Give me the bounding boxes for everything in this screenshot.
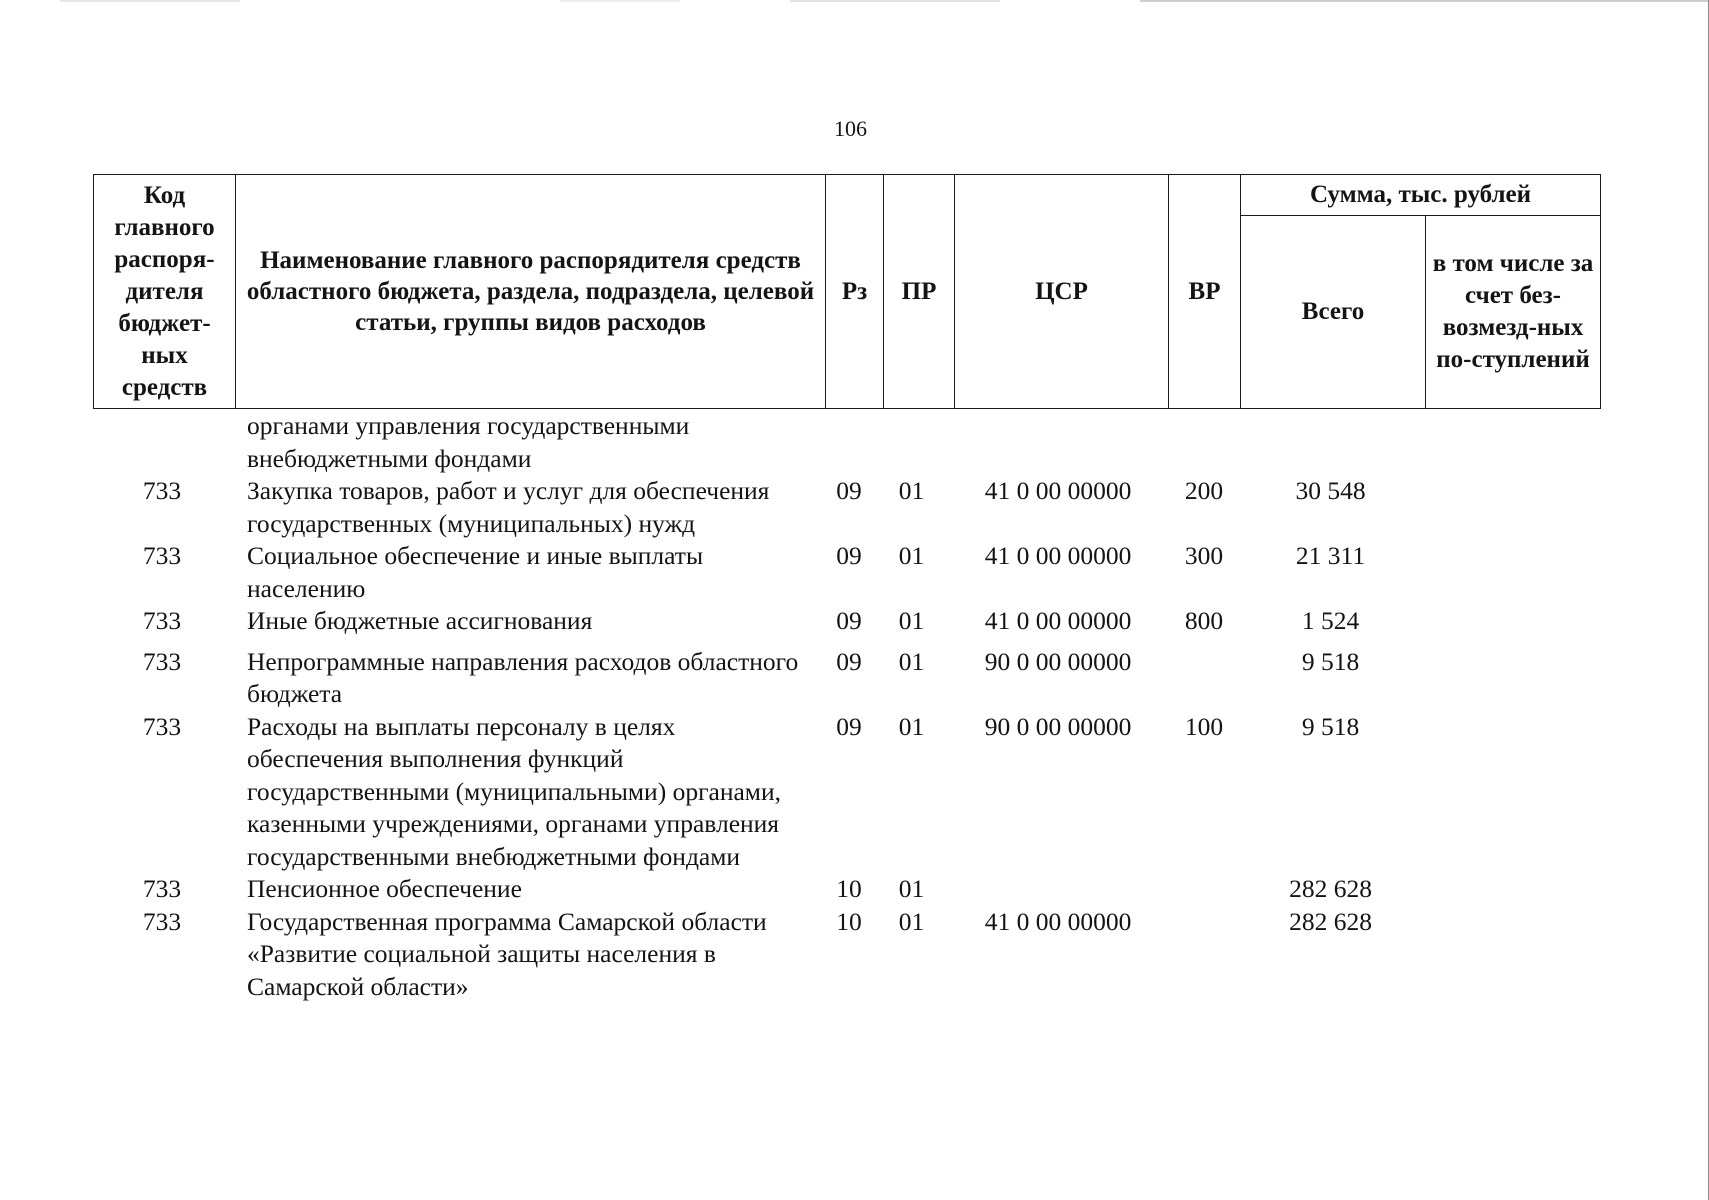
table-row: [93, 873, 1600, 906]
table-row: [93, 605, 1600, 638]
row-total: 1 524: [1301, 606, 1360, 635]
table-row: [93, 711, 1600, 874]
header-vr: ВР: [1169, 175, 1241, 409]
row-free: [1425, 605, 1600, 638]
row-rz: 10: [836, 874, 862, 903]
row-rz: 09: [836, 541, 862, 570]
row-pr: [883, 410, 954, 475]
row-rz: 09: [836, 476, 862, 505]
row-free: [1425, 873, 1600, 906]
row-rz: 09: [836, 606, 862, 635]
row-csr: 90 0 00 00000: [984, 711, 1132, 741]
scan-artifact-line: [790, 0, 1000, 2]
row-name: Расходы на выплаты персоналу в целях обеспечения выполнения функций государственными (муниципальными) органами, казенными учреждениями, органами управления государственными внебюджетными фондами: [247, 711, 781, 871]
row-name: органами управления государственными внебюджетными фондами: [247, 411, 690, 473]
scan-artifact-line: [560, 0, 680, 2]
header-total: Всего: [1241, 216, 1426, 409]
row-name: Закупка товаров, работ и услуг для обеспечения государственных (муниципальных) нужд: [247, 476, 770, 538]
row-pr: 01: [898, 476, 925, 505]
row-vr: [1168, 646, 1240, 711]
row-csr: 41 0 00 00000: [984, 541, 1132, 570]
row-csr: 41 0 00 00000: [984, 476, 1132, 505]
row-free: [1425, 646, 1600, 711]
row-csr: 41 0 00 00000: [984, 906, 1132, 936]
row-csr: 90 0 00 00000: [984, 646, 1132, 676]
header-pr: ПР: [884, 175, 955, 409]
header-free: в том числе за счет без-возмезд-ных по-ступлений: [1426, 216, 1601, 409]
row-rz: 09: [836, 646, 862, 676]
row-free: [1425, 906, 1600, 1004]
scan-artifact-line: [60, 0, 240, 2]
row-code: 733: [142, 906, 182, 936]
row-total: [1240, 410, 1425, 475]
table-header: [93, 174, 1601, 409]
header-rz: Рз: [826, 175, 884, 409]
row-csr: 41 0 00 00000: [984, 606, 1132, 635]
row-pr: 01: [898, 541, 925, 570]
row-pr: 01: [898, 646, 925, 676]
row-name: Государственная программа Самарской области «Развитие социальной защиты населения в Самарской области»: [247, 906, 767, 1001]
row-total: 282 628: [1289, 906, 1372, 936]
row-code: 733: [142, 476, 182, 505]
row-free: [1425, 540, 1600, 605]
row-total: 30 548: [1295, 476, 1366, 505]
row-total: 21 311: [1295, 541, 1366, 570]
row-vr: 200: [1184, 476, 1224, 505]
header-name: Наименование главного распорядителя средств областного бюджета, раздела, подраздела, целевой статьи, группы видов расходов: [236, 175, 826, 409]
row-name: Пенсионное обеспечение: [247, 874, 522, 903]
table-row: [93, 475, 1600, 540]
page-number: 106: [834, 116, 867, 141]
row-name: Социальное обеспечение и иные выплаты населению: [247, 541, 704, 603]
row-rz: 09: [836, 711, 862, 741]
row-code: 733: [142, 541, 182, 570]
scan-artifact-line: [1140, 0, 1709, 2]
row-vr: [1168, 906, 1240, 1004]
row-free: [1425, 711, 1600, 874]
row-vr: [1168, 873, 1240, 906]
row-csr: [954, 410, 1168, 475]
row-code: 733: [142, 874, 182, 903]
row-vr: 800: [1184, 606, 1224, 635]
row-code: [93, 410, 235, 475]
row-total: 9 518: [1301, 646, 1360, 676]
header-csr: ЦСР: [955, 175, 1169, 409]
row-vr: 300: [1184, 541, 1224, 570]
row-pr: 01: [898, 874, 925, 903]
table-row-continuation: [93, 410, 1600, 475]
row-code: 733: [142, 606, 182, 635]
header-code: Код главного распоря-дителя бюджет-ных средств: [94, 175, 236, 409]
row-pr: 01: [898, 606, 925, 635]
row-free: [1425, 475, 1600, 540]
row-rz: 10: [836, 906, 862, 936]
row-csr: [954, 873, 1168, 906]
row-rz: [825, 410, 883, 475]
row-pr: 01: [898, 711, 925, 741]
table-body: [93, 410, 1600, 1003]
row-total: 9 518: [1301, 711, 1360, 741]
row-name: Иные бюджетные ассигнования: [247, 606, 593, 635]
table-row: [93, 906, 1600, 1004]
row-code: 733: [142, 646, 182, 676]
table-row: [93, 540, 1600, 605]
row-pr: 01: [898, 906, 925, 936]
header-sum-group: Сумма, тыс. рублей: [1241, 175, 1601, 216]
row-total: 282 628: [1289, 874, 1372, 903]
row-code: 733: [142, 711, 182, 741]
row-vr: [1168, 410, 1240, 475]
table-row: [93, 646, 1600, 711]
row-vr: 100: [1184, 711, 1224, 741]
row-name: Непрограммные направления расходов областного бюджета: [247, 646, 799, 708]
row-free: [1425, 410, 1600, 475]
